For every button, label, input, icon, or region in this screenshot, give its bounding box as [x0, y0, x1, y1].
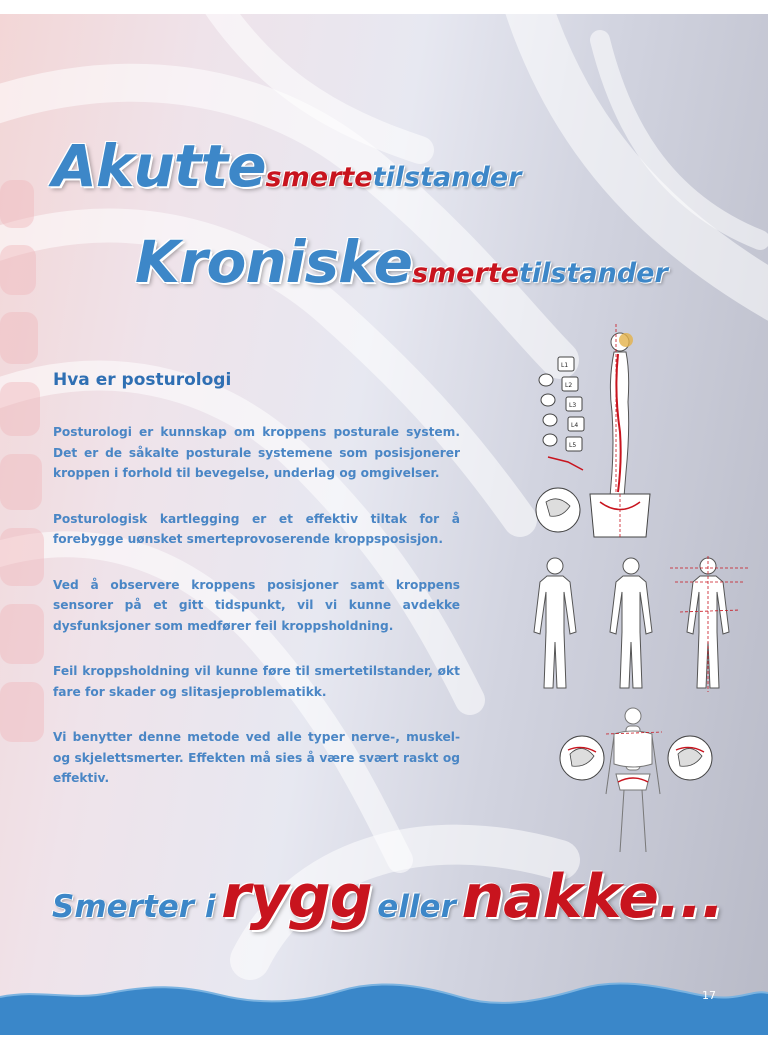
paragraph-4: Feil kroppsholdning vil kunne føre til smertetilstander, økt fare for skader og slitasjeproblematikk. [53, 664, 460, 699]
spine-label-l4: L4 [571, 422, 579, 429]
body-text [53, 422, 460, 814]
slogan [52, 862, 723, 932]
slogan-rygg: rygg [221, 862, 372, 932]
slogan-eller: eller [377, 889, 456, 925]
spine-posture-figure [528, 322, 658, 542]
spine-label-l5: L5 [569, 442, 577, 449]
title-line-2 [135, 228, 668, 296]
title-line1-red-word: smerte [265, 162, 373, 193]
spine-label-l2: L2 [565, 382, 573, 389]
body-posture-figures [520, 552, 752, 694]
section-heading: Hva er posturologi [53, 370, 232, 390]
paragraph-5: Vi benytter denne metode ved alle typer nerve-, muskel- og skjelettsmerter. Effekten må sies å være svært raskt og effektiv. [53, 730, 460, 785]
slogan-smerter-i: Smerter i [52, 889, 216, 925]
spine-label-l1: L1 [561, 362, 569, 369]
top-white-strip [0, 0, 768, 14]
paragraph-2: Posturologisk kartlegging er et effektiv tiltak for å forebygge uønsket smerteprovoserende kroppsposisjon. [53, 511, 460, 546]
slogan-nakke: nakke... [461, 862, 724, 932]
paragraph-3: Ved å observere kroppens posisjoner samt kroppens sensorer på et gitt tidspunkt, vil vi kunne avdekke dysfunksjoner som medfører feil kroppsholdning. [53, 577, 460, 633]
title-line1-blue-word: tilstander [372, 162, 522, 193]
title-kroniske: Kroniske [135, 228, 412, 296]
title-line2-blue-word: tilstander [519, 258, 668, 289]
skeleton-figure [556, 704, 716, 856]
title-line-1 [52, 132, 521, 200]
title-akutte: Akutte [52, 132, 266, 200]
paragraph-1: Posturologi er kunnskap om kroppens posturale system. Det er de såkalte posturale systemene som posisjonerer kroppen i forhold til bevegelse, underlag og omgivelser. [53, 425, 460, 480]
title-line2-red-word: smerte [411, 258, 519, 289]
footer-wave [0, 975, 768, 1050]
page-number: 17 [702, 989, 716, 1002]
spine-label-l3: L3 [569, 402, 577, 409]
